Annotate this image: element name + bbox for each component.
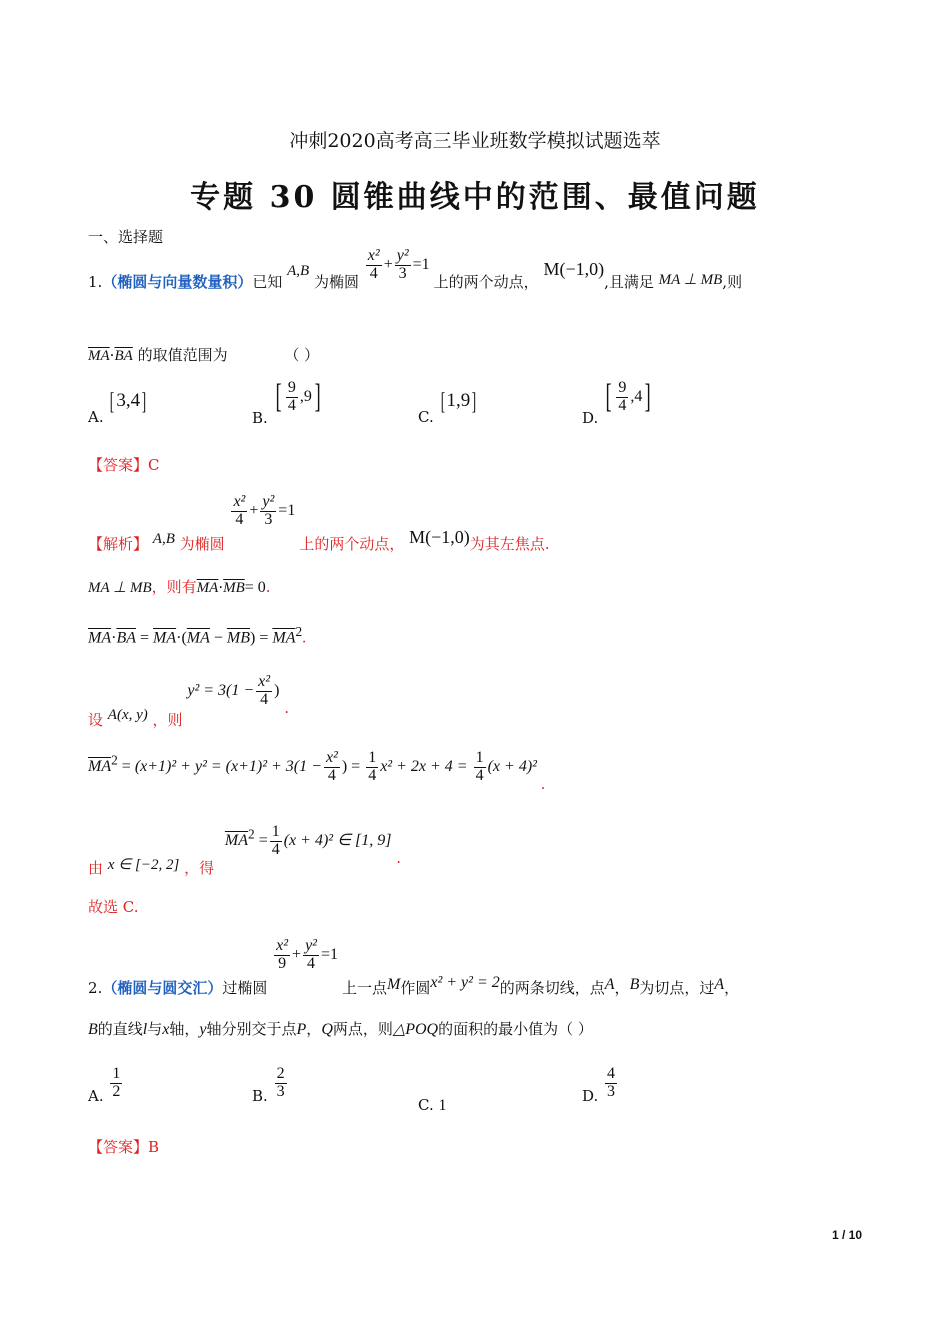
q1-analysis-line5: $\overline{MA}^2 = (x+1)^2 + y^2 = (x+1)^2 + 3(1$ − $\frac{\text{x²}}{4}$ ) = $\frac{1}{4}$ x² + 2x + 4 = $\frac{1}{4}$ (x + 4)² . xyxy=(88,749,545,793)
q1-answer: 【答案】C xyxy=(88,456,160,474)
q2-option-d: D. $\frac{4}{3}$ xyxy=(582,1065,616,1105)
q1-vec-ba: $\overline{BA}$ xyxy=(114,348,133,364)
q1-analysis-line3: $\overline{MA}\cdot\overline{BA} = \overline{MA}\cdot(\overline{MA} - \overline{MB}) = \overline{MA}^2$. xyxy=(88,624,307,647)
q1-vec-ma: $\overline{MA}$ xyxy=(88,348,110,364)
q1-option-d: D. [ $\frac{9}{4}$ ,4] xyxy=(582,378,652,427)
q1-option-a: A. [3,4] xyxy=(88,389,147,427)
q2-line1: 2.（椭圆与圆交汇）过椭圆 $\frac{\text{x²}}{9}$ + $\frac{\text{y²}}{4}$ =1 上一点M作圆x² + y² = 2的两条切线，点A，B为切点，过A， xyxy=(88,937,740,997)
section-heading: 一、选择题 xyxy=(88,228,164,246)
q1-analysis-line6: 由 x ∈ [−2, 2] ，得 $\overline{MA}^2$ = $\frac{1}{4}$ (x + 4)² ∈ [1, 9] . xyxy=(88,823,402,877)
q2-answer: 【答案】B xyxy=(88,1138,160,1156)
analysis-label: 【解析】 xyxy=(88,534,149,553)
q1-analysis-line2: MA ⊥ MB，则有$\overline{MA}\cdot\overline{MB}= 0$. xyxy=(88,578,271,596)
q1-tag: （椭圆与向量数量积） xyxy=(102,272,253,291)
q2-line2: B的直线l与x轴，y轴分别交于点P，Q两点，则△POQ的面积的最小值为（ ） xyxy=(88,1020,593,1038)
q1-line2 xyxy=(88,344,319,365)
q1-option-c: C. [1,9] xyxy=(418,389,477,427)
q1-point-m: M(−1,0) xyxy=(543,258,605,279)
q2-option-b: B. $\frac{2}{3}$ xyxy=(252,1065,285,1105)
q1-text: 已知 xyxy=(252,272,283,291)
q1-ellipse-eq: $\frac{\text{x²}}{4}$ + $\frac{\text{y²}}{3}$ =1 xyxy=(367,247,430,282)
q1-text: 上的两个动点， xyxy=(433,272,539,291)
q1-text: 为椭圆 xyxy=(313,272,359,291)
analysis-text: 为其左焦点. xyxy=(469,534,550,553)
page-number: 1 / 10 xyxy=(831,1228,862,1242)
q1-text: ,且满足 xyxy=(604,272,654,291)
q1-text: 的取值范围为 xyxy=(137,346,228,364)
q1-analysis-line1 xyxy=(88,493,550,553)
q1-perp: MA ⊥ MB xyxy=(658,271,723,288)
q1-text: ,则 xyxy=(722,272,743,291)
document-supertitle: 冲刺2020高考高三毕业班数学模拟试题选萃 xyxy=(289,130,661,152)
q1-dot: · xyxy=(109,346,115,364)
q1-blank: （ ） xyxy=(284,346,320,364)
analysis-text: 上的两个动点， xyxy=(299,534,405,553)
q1-ab: A,B xyxy=(287,262,310,279)
q2-option-a: A. $\frac{1}{2}$ xyxy=(88,1065,121,1105)
analysis-point-m: M(−1,0) xyxy=(409,526,470,547)
analysis-ab: A,B xyxy=(152,530,175,547)
q1-analysis-conclusion: 故选 C. xyxy=(88,898,139,916)
q1-line1 xyxy=(88,247,743,301)
q1-analysis-line4: 设 A(x, y) ，则 y² = 3(1 − $\frac{\text{x²}}{4}$ ) . xyxy=(88,673,289,729)
q2-option-c: C. 1 xyxy=(418,1096,447,1114)
analysis-text: 为椭圆 xyxy=(179,534,225,553)
q2-tag: （椭圆与圆交汇） xyxy=(102,978,223,997)
q1-number: 1. xyxy=(88,272,103,291)
analysis-ellipse-eq: $\frac{\text{x²}}{4}$ + $\frac{\text{y²}}{3}$ =1 xyxy=(233,493,296,528)
q1-option-b: B. [ $\frac{9}{4}$ ,9] xyxy=(252,378,321,427)
document-title: 专题 30 圆锥曲线中的范围、最值问题 xyxy=(190,180,760,215)
q2-ellipse-eq: $\frac{\text{x²}}{9}$ + $\frac{\text{y²}}{4}$ =1 xyxy=(276,937,338,972)
